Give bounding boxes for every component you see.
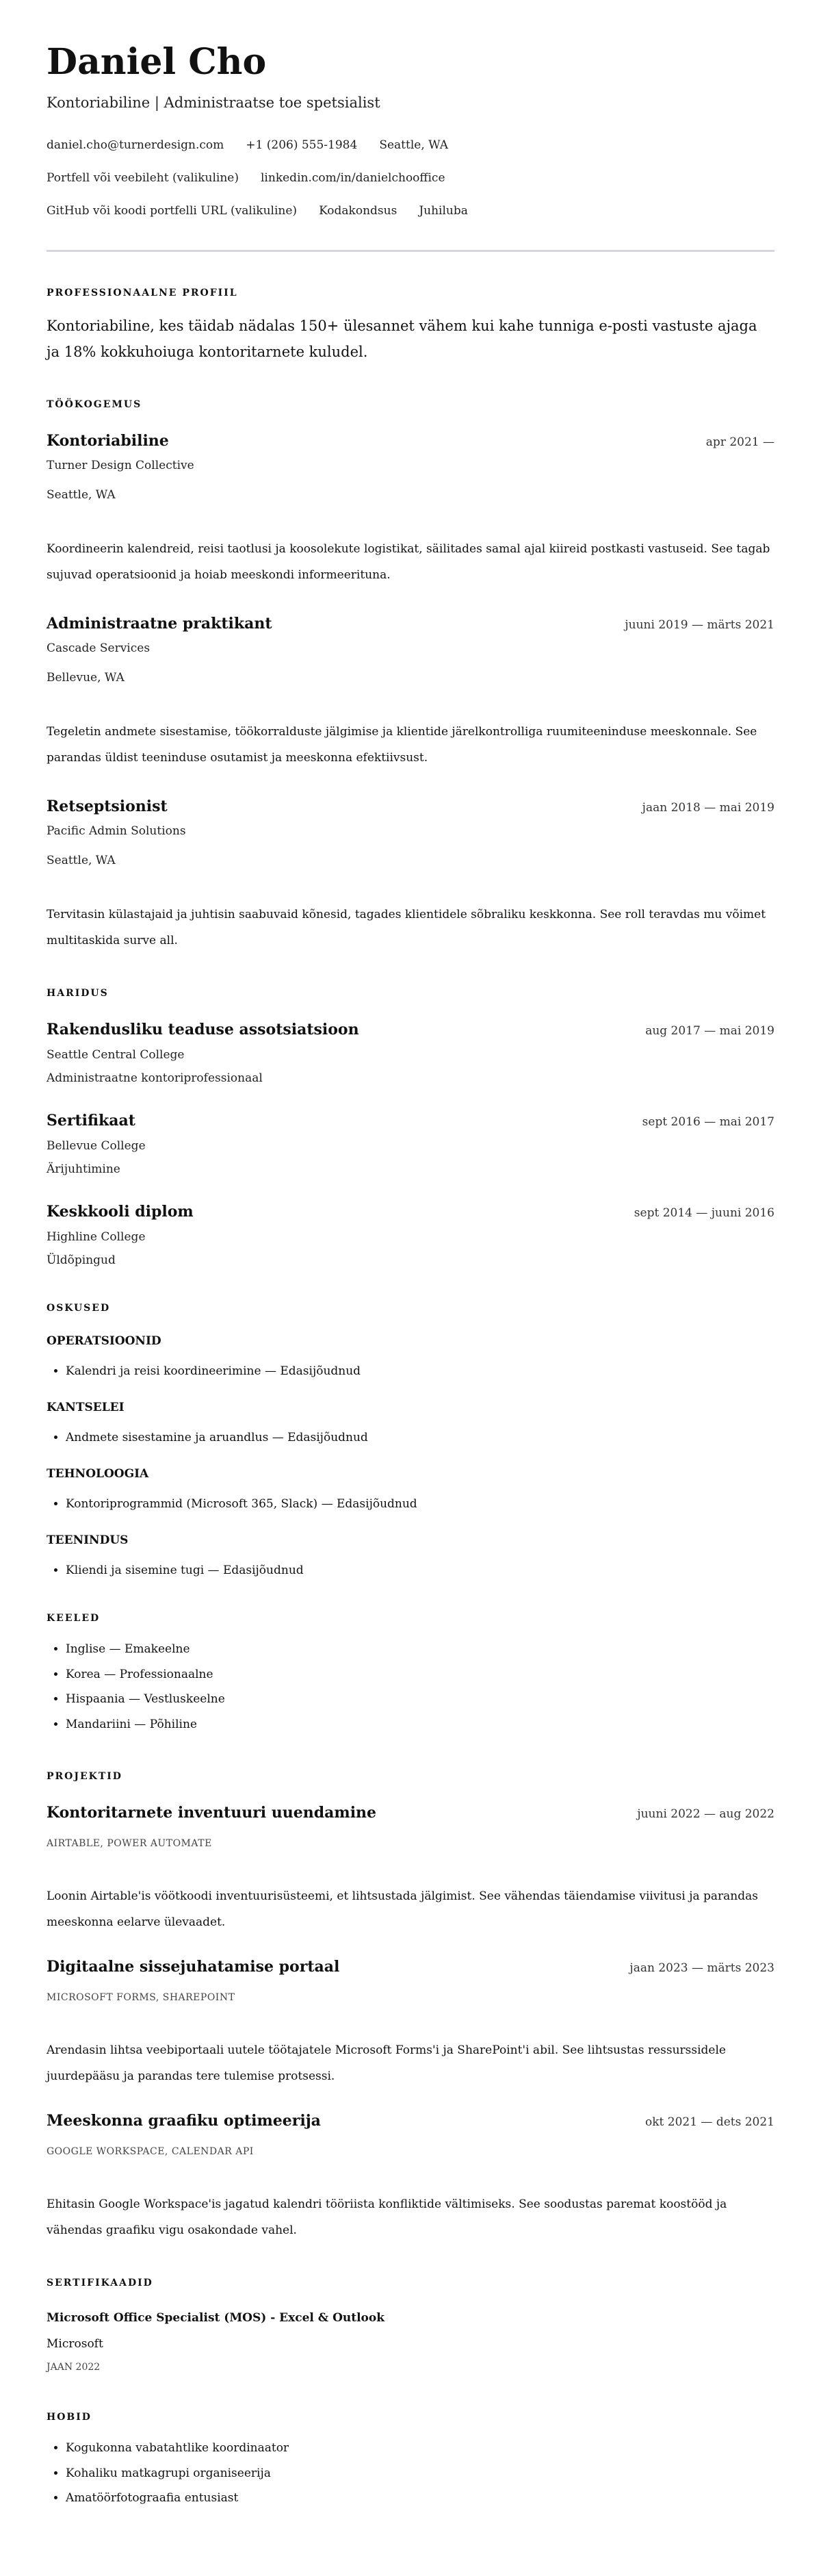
entry-header: [47, 431, 774, 452]
entry-dates: juuni 2022 — aug 2022: [637, 1807, 774, 1821]
experience-entry: [47, 796, 774, 954]
project-entry: [47, 1802, 774, 1935]
project-entry: [47, 1956, 774, 2089]
language-item: • Hispaania — Vestluskeelne: [66, 1687, 774, 1712]
certification-title: Microsoft Office Specialist (MOS) - Excel & Outlook: [47, 2311, 385, 2325]
entry-header: [47, 1956, 774, 1978]
entry-title: Kontoritarnete inventuuri uuendamine: [47, 1804, 377, 1822]
entry-header: [47, 796, 774, 818]
entry-title: Keskkooli diplom: [47, 1203, 194, 1221]
contact-phone: +1 (206) 555-1984: [246, 138, 358, 152]
education-entry: [47, 1201, 774, 1268]
job-description: Tervitasin külastajaid ja juhtisin saabuvaid kõnesid, tagades klientidele sõbraliku keskkonna. See roll teravdas mu võimet multitaskida surve all.: [47, 908, 766, 947]
entry-title: Sertifikaat: [47, 1112, 135, 1130]
section-heading: PROJEKTID: [47, 1771, 122, 1782]
skill-group-title: OPERATSIOONID: [47, 1334, 161, 1348]
entry-header: [47, 613, 774, 635]
section-heading: SERTIFIKAADID: [47, 2278, 153, 2288]
company-name: Turner Design Collective: [47, 459, 194, 472]
project-entry: [47, 2110, 774, 2243]
contact-email[interactable]: daniel.cho@turnerdesign.com: [47, 138, 224, 152]
school-name: Bellevue College: [47, 1139, 146, 1153]
profile-text: Kontoriabiline, kes täidab nädalas 150+ ülesannet vähem kui kahe tunniga e-posti vastuste ajaga ja 18% kokkuhoiuga kontoritarnete kuludel.: [47, 318, 757, 360]
contact-linkedin[interactable]: linkedin.com/in/danielchooffice: [261, 171, 445, 185]
contact-github[interactable]: GitHub või koodi portfelli URL (valikuline): [47, 204, 298, 218]
contact-row: [47, 202, 774, 220]
section-heading: KEELED: [47, 1613, 101, 1624]
contact-portfolio[interactable]: Portfell või veebileht (valikuline): [47, 171, 239, 185]
entry-dates: okt 2021 — dets 2021: [644, 2115, 774, 2129]
certification-date: JAAN 2022: [47, 2362, 101, 2373]
education-entry: [47, 1110, 774, 1177]
entry-title: Administraatne praktikant: [47, 615, 272, 633]
entry-dates: aug 2017 — mai 2019: [645, 1024, 774, 1038]
entry-title: Retseptsionist: [47, 798, 168, 815]
projects-section: [47, 1770, 774, 2243]
entry-header: [47, 2110, 774, 2132]
section-heading: HOBID: [47, 2412, 92, 2423]
skill-item: • Kontoriprogrammid (Microsoft 365, Slack) — Edasijõudnud: [66, 1496, 774, 1512]
company-name: Pacific Admin Solutions: [47, 824, 186, 838]
job-location: Bellevue, WA: [47, 671, 125, 685]
entry-title: Meeskonna graafiku optimeerija: [47, 2112, 321, 2130]
entry-header: [47, 1019, 774, 1041]
field-of-study: Administraatne kontoriprofessionaal: [47, 1071, 263, 1085]
experience-entry: [47, 431, 774, 588]
education-entry: [47, 1019, 774, 1086]
skill-item: • Kalendri ja reisi koordineerimine — Edasijõudnud: [66, 1363, 774, 1379]
school-name: Seattle Central College: [47, 1048, 185, 1062]
project-tech: AIRTABLE, POWER AUTOMATE: [47, 1838, 212, 1849]
contact-license: Juhiluba: [419, 204, 468, 218]
contact-location: Seattle, WA: [379, 138, 449, 152]
skill-group-title: KANTSELEI: [47, 1401, 125, 1414]
skill-list: [47, 1429, 774, 1446]
company-name: Cascade Services: [47, 641, 151, 655]
skill-group-title: TEENINDUS: [47, 1533, 129, 1547]
skill-list: [47, 1363, 774, 1379]
hobby-item: • Amatöörfotograafia entusiast: [66, 2486, 774, 2511]
entry-dates: jaan 2023 — märts 2023: [629, 1961, 774, 1975]
job-location: Seattle, WA: [47, 854, 116, 867]
experience-entry: [47, 613, 774, 771]
job-description: Koordineerin kalendreid, reisi taotlusi ja koosolekute logistikat, säilitades samal ajal kiireid postkasti vastuseid. See tagab sujuvad operatsioonid ja hoiab meeskondi informeerituna.: [47, 542, 770, 582]
contact-citizenship: Kodakondsus: [319, 204, 398, 218]
entry-header: [47, 1802, 774, 1824]
skill-list: [47, 1496, 774, 1512]
hobbies-section: [47, 2410, 774, 2511]
header-divider: [47, 250, 774, 252]
entry-title: Kontoriabiline: [47, 432, 169, 450]
certification-entry: [47, 2310, 774, 2374]
project-description: Loonin Airtable'is vöötkoodi inventuurisüsteemi, et lihtsustada jälgimist. See vähendas täiendamise viivitusi ja parandas meeskonna eelarve ülevaadet.: [47, 1889, 758, 1929]
certification-issuer: Microsoft: [47, 2337, 103, 2351]
section-heading: PROFESSIONAALNE PROFIIL: [47, 288, 238, 298]
entry-title: Rakendusliku teaduse assotsiatsioon: [47, 1021, 359, 1038]
education-section: [47, 986, 774, 1268]
field-of-study: Üldõpingud: [47, 1253, 116, 1267]
language-item: • Mandariini — Põhiline: [66, 1712, 774, 1737]
language-item: • Inglise — Emakeelne: [66, 1637, 774, 1662]
job-location: Seattle, WA: [47, 488, 116, 502]
candidate-name: Daniel Cho: [47, 41, 267, 83]
school-name: Highline College: [47, 1230, 146, 1244]
entry-header: [47, 1201, 774, 1223]
experience-section: [47, 398, 774, 954]
project-description: Arendasin lihtsa veebiportaali uutele töötajatele Microsoft Forms'i ja SharePoint'i abil. See lihtsustas ressurssidele juurdepääsu ja parandas tere tulemise protsessi.: [47, 2043, 726, 2083]
languages-section: [47, 1611, 774, 1737]
entry-header: [47, 1110, 774, 1132]
entry-dates: sept 2016 — mai 2017: [642, 1115, 774, 1129]
skills-section: [47, 1301, 774, 1579]
skill-item: • Kliendi ja sisemine tugi — Edasijõudnud: [66, 1562, 774, 1579]
entry-dates: jaan 2018 — mai 2019: [642, 801, 774, 815]
entry-dates: sept 2014 — juuni 2016: [634, 1206, 774, 1220]
section-heading: TÖÖKOGEMUS: [47, 399, 142, 410]
contact-row: [47, 136, 774, 154]
profile-section: [47, 286, 774, 365]
field-of-study: Ärijuhtimine: [47, 1162, 120, 1176]
entry-dates: juuni 2019 — märts 2021: [625, 618, 774, 632]
language-item: • Korea — Professionaalne: [66, 1662, 774, 1687]
skill-list: [47, 1562, 774, 1579]
project-tech: MICROSOFT FORMS, SHAREPOINT: [47, 1992, 235, 2003]
entry-title: Digitaalne sissejuhatamise portaal: [47, 1958, 340, 1976]
project-tech: GOOGLE WORKSPACE, CALENDAR API: [47, 2146, 254, 2157]
certifications-section: [47, 2276, 774, 2374]
section-heading: OSKUSED: [47, 1303, 111, 1314]
candidate-title: Kontoriabiline | Administraatse toe spetsialist: [47, 94, 380, 111]
section-heading: HARIDUS: [47, 988, 109, 999]
skill-item: • Andmete sisestamine ja aruandlus — Edasijõudnud: [66, 1429, 774, 1446]
skill-group-title: TEHNOLOOGIA: [47, 1467, 149, 1481]
hobby-item: • Kohaliku matkagrupi organiseerija: [66, 2461, 774, 2486]
entry-dates: apr 2021 —: [705, 435, 774, 449]
contact-row: [47, 169, 774, 187]
resume-header: [47, 42, 774, 220]
job-description: Tegeletin andmete sisestamise, töökorralduste jälgimise ja klientide järelkontrolliga ruumiteeninduse meeskonnale. See parandas üldist teeninduse osutamist ja meeskonna efektiivsust.: [47, 725, 757, 765]
hobby-item: • Kogukonna vabatahtlike koordinaator: [66, 2436, 774, 2461]
project-description: Ehitasin Google Workspace'is jagatud kalendri tööriista konfliktide vältimiseks. See soodustas paremat koostööd ja vähendas graafiku vigu osakondade vahel.: [47, 2197, 727, 2237]
